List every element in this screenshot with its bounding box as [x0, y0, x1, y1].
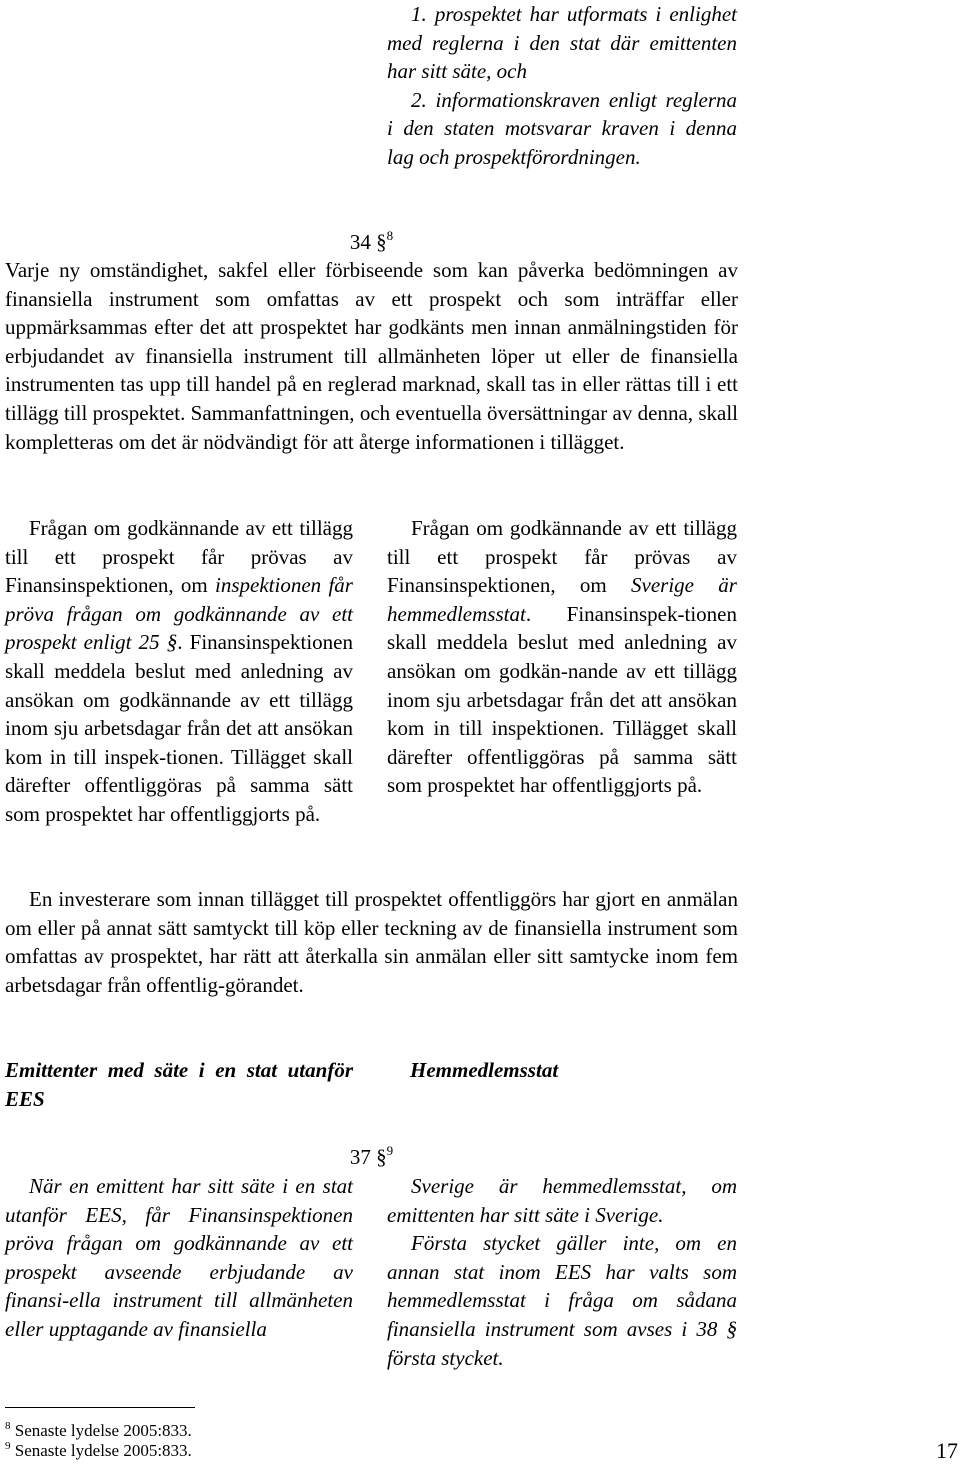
- right-paragraph: Första stycket gäller inte, om en annan stat inom EES har valts som hemmedlemsstat i fråga om sådana finansiella instrument som avses i 38 § första stycket.: [387, 1231, 737, 1370]
- list-text: informationskraven enligt reglerna i den staten motsvarar kraven i denna lag och prospektförordningen.: [387, 87, 737, 169]
- heading-right: Hemmedlemsstat: [410, 1058, 559, 1082]
- italic-amendment: Sverige är hemmedlemsstat: [387, 573, 737, 626]
- section-37-heading: [5, 1143, 738, 1171]
- list-text: prospektet har utformats i enlighet med reglerna i den stat där emittenten har sitt säte, och: [387, 2, 737, 84]
- list-item: [387, 86, 737, 172]
- top-list: [387, 0, 737, 172]
- section-label: 37 §: [349, 1145, 387, 1169]
- left-column-paragraph: Frågan om godkännande av ett tillägg till ett prospekt får prövas av Finansinspektionen, om inspektionen får pröva frågan om godkännande av ett prospekt enligt 25 §. Finansinspektionen skall meddela beslut med anledning av ansökan om godkännande av ett tillägg inom sju arbetsdagar från det att ansökan kom in till inspek-tionen. Tillägget skall därefter offentliggöras på samma sätt som prospektet har offentliggjorts på.: [5, 516, 353, 826]
- footnotes: [5, 1421, 405, 1461]
- list-item: [387, 0, 737, 86]
- left-column-paragraph-2: När en emittent har sitt säte i en stat utanför EES, får Finansinspektionen pröva frågan om godkännande av ett prospekt avseende erbjudande av finansi-ella instrument till allmänheten eller upptagande av finansiella: [5, 1174, 353, 1341]
- footnote-ref: 8: [386, 228, 394, 243]
- page-number: 17: [936, 1438, 958, 1463]
- section-34-paragraph: Varje ny omständighet, sakfel eller förbiseende som kan påverka bedömningen av finansiella instrument som omfattas av ett prospekt och som inträffar eller uppmärksammas efter det att prospektet har godkänts men innan anmälningstiden för erbjudandet av finansiella instrument till allmänheten löper ut eller de finansiella instrumenten tas upp till handel på en reglerad marknad, skall tas in eller rättas till i ett tillägg till prospektet. Sammanfattningen, och eventuella översättningar av denna, skall kompletteras om det är nödvändigt för att återge informationen i tillägget.: [5, 258, 738, 454]
- investor-paragraph: En investerare som innan tillägget till prospektet offentliggörs har gjort en anmälan om eller på annat sätt samtyckt till köp eller teckning av de finansiella instrument som omfattas av prospektet, har rätt att återkalla sin anmälan eller sitt samtycke inom fem arbetsdagar från offentlig-görandet.: [5, 887, 738, 997]
- italic-amendment: inspektionen får pröva frågan om godkännande av ett prospekt enligt 25 §: [5, 573, 353, 655]
- right-paragraph: Sverige är hemmedlemsstat, om emittenten har sitt säte i Sverige.: [387, 1174, 737, 1227]
- right-column-2: [387, 1172, 737, 1372]
- footnote-separator: [5, 1407, 195, 1408]
- footnote-ref: 9: [386, 1143, 394, 1158]
- list-number: 2.: [411, 87, 427, 112]
- footnote: $^9$ Senaste lydelse 2005:833.: [5, 1440, 192, 1460]
- list-number: 1.: [411, 2, 427, 26]
- footnote: $^8$ Senaste lydelse 2005:833.: [5, 1420, 192, 1440]
- heading-left: Emittenter med säte i en stat utanför EES: [5, 1058, 353, 1111]
- right-column-paragraph: Frågan om godkännande av ett tillägg till ett prospekt får prövas av Finansinspektionen, om Sverige är hemmedlemsstat. Finansinspek-tionen skall meddela beslut med anledning av ansökan om godkän-nande av ett tillägg inom sju arbetsdagar från det att ansökan kom in till inspektionen. Tillägget skall därefter offentliggöras på samma sätt som prospektet har offentliggjorts på.: [387, 516, 737, 798]
- section-34-heading: [5, 228, 738, 256]
- section-label: 34 §: [349, 230, 387, 254]
